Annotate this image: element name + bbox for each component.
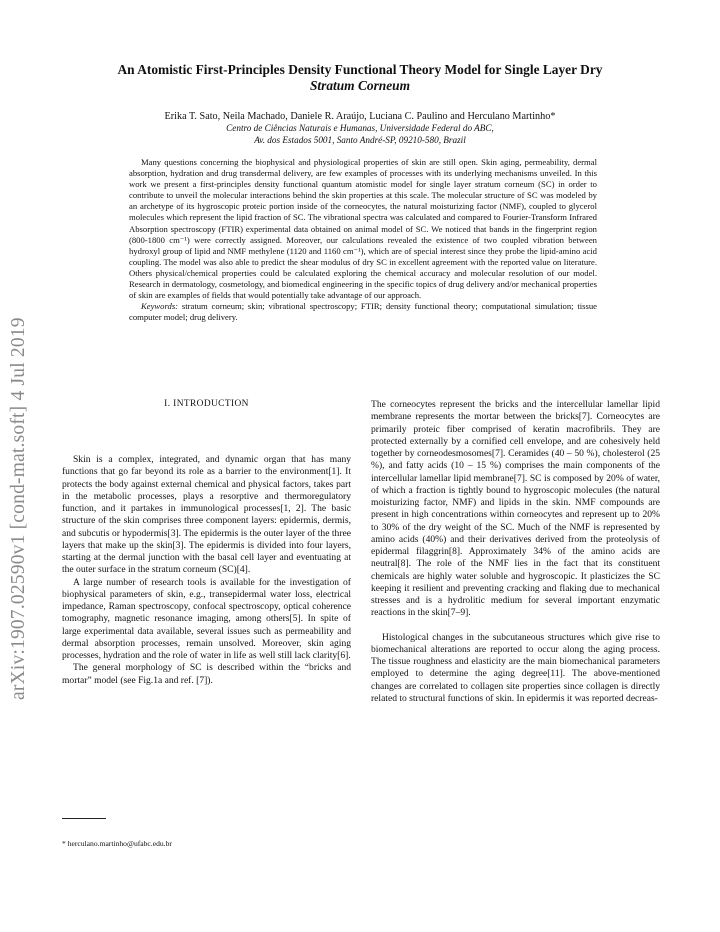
footnote-email: * herculano.martinho@ufabc.edu.br <box>62 839 172 848</box>
paragraph: The corneocytes represent the bricks and the intercellular lamellar lipid membrane represents the mortar between the bricks[7]. Corneocytes are primarily proteic fiber comprised of keratin macrofibrils. They are protected externally by a cornified cell envelope, and are cohesively held together by corneodesmosomes[7]. Ceramides (40 – 50 %), cholesterol (25 %), and fatty acids (10 – 15 %) comprises the main components of the intercellular lamellar lipid membrane[7]. SC is composed by 20% of water, of which a fraction is tightly bound to hygroscopic molecules (the natural moisturizing factor, NMF) and lipids in the skin. NMF compounds are present in high concentrations within corneocytes and represent up to 20% to 30% of the dry weight of the SC. Much of the NMF is represented by amino acids (40%) and their derivatives derived from the proteolysis of epidermal filaggrin[8]. Approximately 34% of the amino acids are neutral[8]. The role of the NMF lies in the fact that its constituent chemicals are highly water soluble and hygroscopic. It plasticizes the SC keeping it resilient and preventing cracking and flaking due to mechanical stresses and is a hydrolitic medium for several important enzymatic reactions in the skin[7–9]. <box>371 399 660 619</box>
title-line-2: Stratum Corneum <box>309 78 411 93</box>
author-list: Erika T. Sato, Neila Machado, Daniele R. Araújo, Luciana C. Paulino and Herculano Martinho* <box>164 111 556 122</box>
keywords-text: stratum corneum; skin; vibrational spectroscopy; FTIR; density functional theory; computational simulation; tissue computer model; drug delivery. <box>129 301 597 323</box>
affiliation-line-2: Av. dos Estados 5001, Santo André-SP, 09210-580, Brazil <box>254 134 466 145</box>
paper-title <box>60 62 660 94</box>
keywords <box>129 301 597 323</box>
abstract <box>129 157 597 323</box>
paragraph: A large number of research tools is available for the investigation of biophysical parameters of skin, e.g., transepidermal water loss, electrical impedance, Raman spectroscopy, confocal spectroscopy, optical coherence tomography, magnetic resonance imaging, among others[5]. In spite of large experimental data available, several issues such as permeability and dermal absorption processes, remain unsolved. Moreover, skin aging processes, hydration and the role of water in life as well still lack clarity[6]. <box>62 576 351 661</box>
affiliation-line-1: Centro de Ciências Naturais e Humanas, Universidade Federal do ABC, <box>226 123 494 133</box>
affiliation <box>60 123 660 146</box>
paragraph: Histological changes in the subcutaneous structures which give rise to biomechanical alterations are reported to occur along the aging process. The tissue roughness and elasticity are the main biomechanical parameters employed to determine the aging degree[11]. The above-mentioned changes are correlated to collagen site properties since collagen is directly related to structural functions of skin. In epidermis it was reported decreas- <box>371 631 660 704</box>
paragraph: Skin is a complex, integrated, and dynamic organ that has many functions that go far beyond its role as a barrier to the environment[1]. It protects the body against external chemical and physical factors, takes part in the metabolic processes, plays a resorptive and thermoregulatory function, and it partakes in immunological processes[1, 2]. The basic structure of the skin comprises three component layers: epidermis, dermis, and subcutis or hypodermis[3]. The epidermis is the outer layer of the three layers that make up the skin[3]. The epidermis is divided into four layers, starting at the dermal junction with the basal cell layer and eventuating at the outer surface in the stratum corneum (SC)[4]. <box>62 454 351 576</box>
footnote-rule <box>62 818 106 819</box>
abstract-text: Many questions concerning the biophysical and physiological properties of skin are still open. Skin aging, permeability, dermal absorption, hydration and drug transdermal delivery, are few examples of processes with its underlying mechanisms unveiled. In this work we present a first-principles density functional quantum atomistic model for single layer stratum corneum (SC) in order to contribute to unveil the molecular interactions behind the skin properties at this scale. The molecular structure of SC was modeled by an archetype of its hygroscopic proteic portion inside of the corneocytes, the natural moisturizing factor (NMF), coupled to glycerol molecules which represent the lipid fraction of SC. The vibrational spectra was calculated and compared to Fourier-Transform Infrared Absorption spectroscopy (FTIR) experimental data obtained on animal model of SC. We noticed that bands in the fingerprint region (800-1800 cm⁻¹) were correctly assigned. Moreover, our calculations revealed the existence of two coupled vibration between hydroxyl group of lipid and NMF methylene (1120 and 1160 cm⁻¹), which are of special interest since they probe the lipid-amino acid coupling. The model was also able to predict the shear modulus of dry SC in excellent agreement with the reported value on literature. Others physical/chemical properties could be calculated exploring the chemical accuracy and molecular resolution of our model. Research in dermatology, cosmetology, and biomedical engineering in the specific topics of drug delivery and/or mechanical properties of skin are examples of fields that would potentially take advantage of our approach. <box>129 157 597 301</box>
title-line-1: An Atomistic First-Principles Density Functional Theory Model for Single Layer Dry <box>117 62 603 77</box>
paragraph: The general morphology of SC is described within the “bricks and mortar” model (see Fig.1a and ref. [7]). <box>62 662 351 686</box>
right-column <box>371 399 660 705</box>
arxiv-identifier: arXiv:1907.02590v1 [cond-mat.soft] 4 Jul 2019 <box>8 317 29 700</box>
keywords-label: Keywords: <box>141 301 179 312</box>
section-heading: I. INTRODUCTION <box>164 399 249 409</box>
left-column <box>62 424 351 687</box>
